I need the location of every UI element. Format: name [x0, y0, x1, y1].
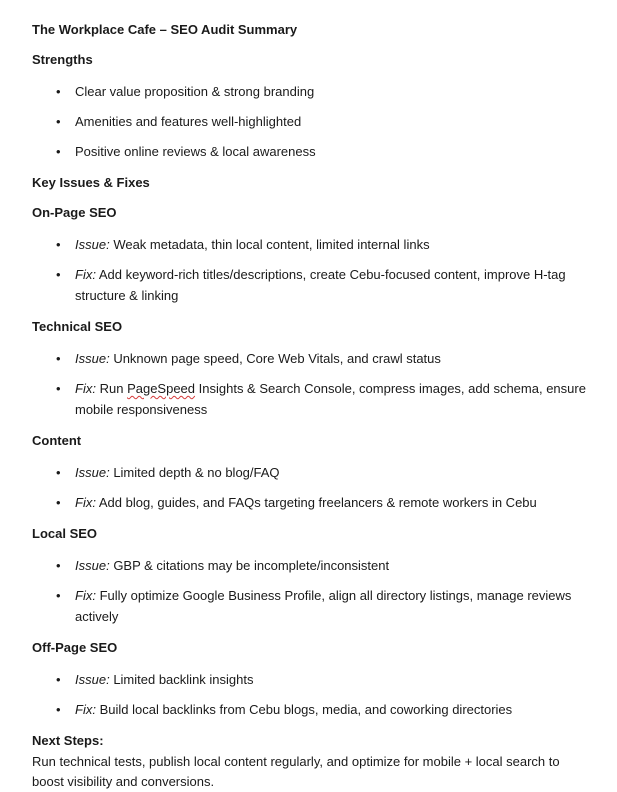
- issue-text: Weak metadata, thin local content, limited internal links: [113, 237, 430, 252]
- section-heading-local-seo: Local SEO: [32, 526, 98, 541]
- off-page-seo-list: [32, 669, 592, 720]
- bullet-icon: •: [56, 588, 61, 603]
- section-heading-off-page-seo: Off-Page SEO: [32, 640, 118, 655]
- list-item: • Positive online reviews & local awareness: [32, 141, 592, 162]
- bullet-icon: •: [56, 144, 61, 159]
- fix-label: Fix:: [75, 702, 96, 717]
- strengths-list: [32, 81, 592, 162]
- bullet-icon: •: [56, 84, 61, 99]
- fix-text: Fully optimize Google Business Profile, align all directory listings, manage reviews actively: [75, 588, 572, 624]
- bullet-icon: •: [56, 558, 61, 573]
- fix-label: Fix:: [75, 267, 96, 282]
- fix-item: [32, 585, 592, 627]
- content-list: [32, 462, 592, 513]
- document-title: The Workplace Cafe – SEO Audit Summary: [32, 22, 298, 37]
- issue-text: Unknown page speed, Core Web Vitals, and crawl status: [113, 351, 441, 366]
- bullet-icon: •: [56, 495, 61, 510]
- bullet-icon: •: [56, 267, 61, 282]
- list-item: • Clear value proposition & strong branding: [32, 81, 592, 102]
- issue-item: [32, 348, 592, 369]
- bullet-icon: •: [56, 237, 61, 252]
- issue-item: [32, 669, 592, 690]
- fix-item: [32, 378, 592, 420]
- fix-label: Fix:: [75, 495, 96, 510]
- key-issues-heading: Key Issues & Fixes: [32, 175, 150, 190]
- fix-item: [32, 264, 592, 306]
- fix-prefix: Run: [99, 381, 124, 396]
- bullet-icon: •: [56, 465, 61, 480]
- issue-item: [32, 462, 592, 483]
- document-body: [32, 21, 592, 792]
- fix-label: Fix:: [75, 381, 96, 396]
- issue-label: Issue:: [75, 237, 110, 252]
- fix-item: [32, 699, 592, 720]
- next-steps-text: Run technical tests, publish local content regularly, and optimize for mobile + local search to boost visibility and conversions.: [32, 754, 560, 789]
- issue-label: Issue:: [75, 465, 110, 480]
- fix-text: Add keyword-rich titles/descriptions, create Cebu-focused content, improve H-tag structure & linking: [75, 267, 566, 303]
- bullet-icon: •: [56, 672, 61, 687]
- fix-text: Build local backlinks from Cebu blogs, media, and coworking directories: [99, 702, 513, 717]
- strengths-heading: Strengths: [32, 52, 93, 67]
- spellcheck-flagged-word[interactable]: PageSpeed: [127, 381, 196, 396]
- bullet-icon: •: [56, 351, 61, 366]
- list-item: • Amenities and features well-highlighted: [32, 111, 592, 132]
- issue-text: Limited depth & no blog/FAQ: [113, 465, 280, 480]
- issue-item: [32, 555, 592, 576]
- issue-label: Issue:: [75, 351, 110, 366]
- issue-label: Issue:: [75, 672, 110, 687]
- next-steps-heading: Next Steps:: [32, 733, 104, 748]
- local-seo-list: [32, 555, 592, 627]
- technical-seo-list: [32, 348, 592, 420]
- fix-text: Insights & Search Console, compress images, add schema, ensure mobile responsiveness: [75, 381, 586, 417]
- section-heading-content: Content: [32, 433, 82, 448]
- issue-item: [32, 234, 592, 255]
- fix-item: [32, 492, 592, 513]
- issue-text: Limited backlink insights: [113, 672, 254, 687]
- section-heading-technical-seo: Technical SEO: [32, 319, 123, 334]
- bullet-icon: •: [56, 381, 61, 396]
- issue-text: GBP & citations may be incomplete/inconsistent: [113, 558, 390, 573]
- section-heading-on-page-seo: On-Page SEO: [32, 205, 117, 220]
- on-page-seo-list: [32, 234, 592, 306]
- fix-text: Add blog, guides, and FAQs targeting freelancers & remote workers in Cebu: [98, 495, 537, 510]
- fix-label: Fix:: [75, 588, 96, 603]
- bullet-icon: •: [56, 114, 61, 129]
- bullet-icon: •: [56, 702, 61, 717]
- issue-label: Issue:: [75, 558, 110, 573]
